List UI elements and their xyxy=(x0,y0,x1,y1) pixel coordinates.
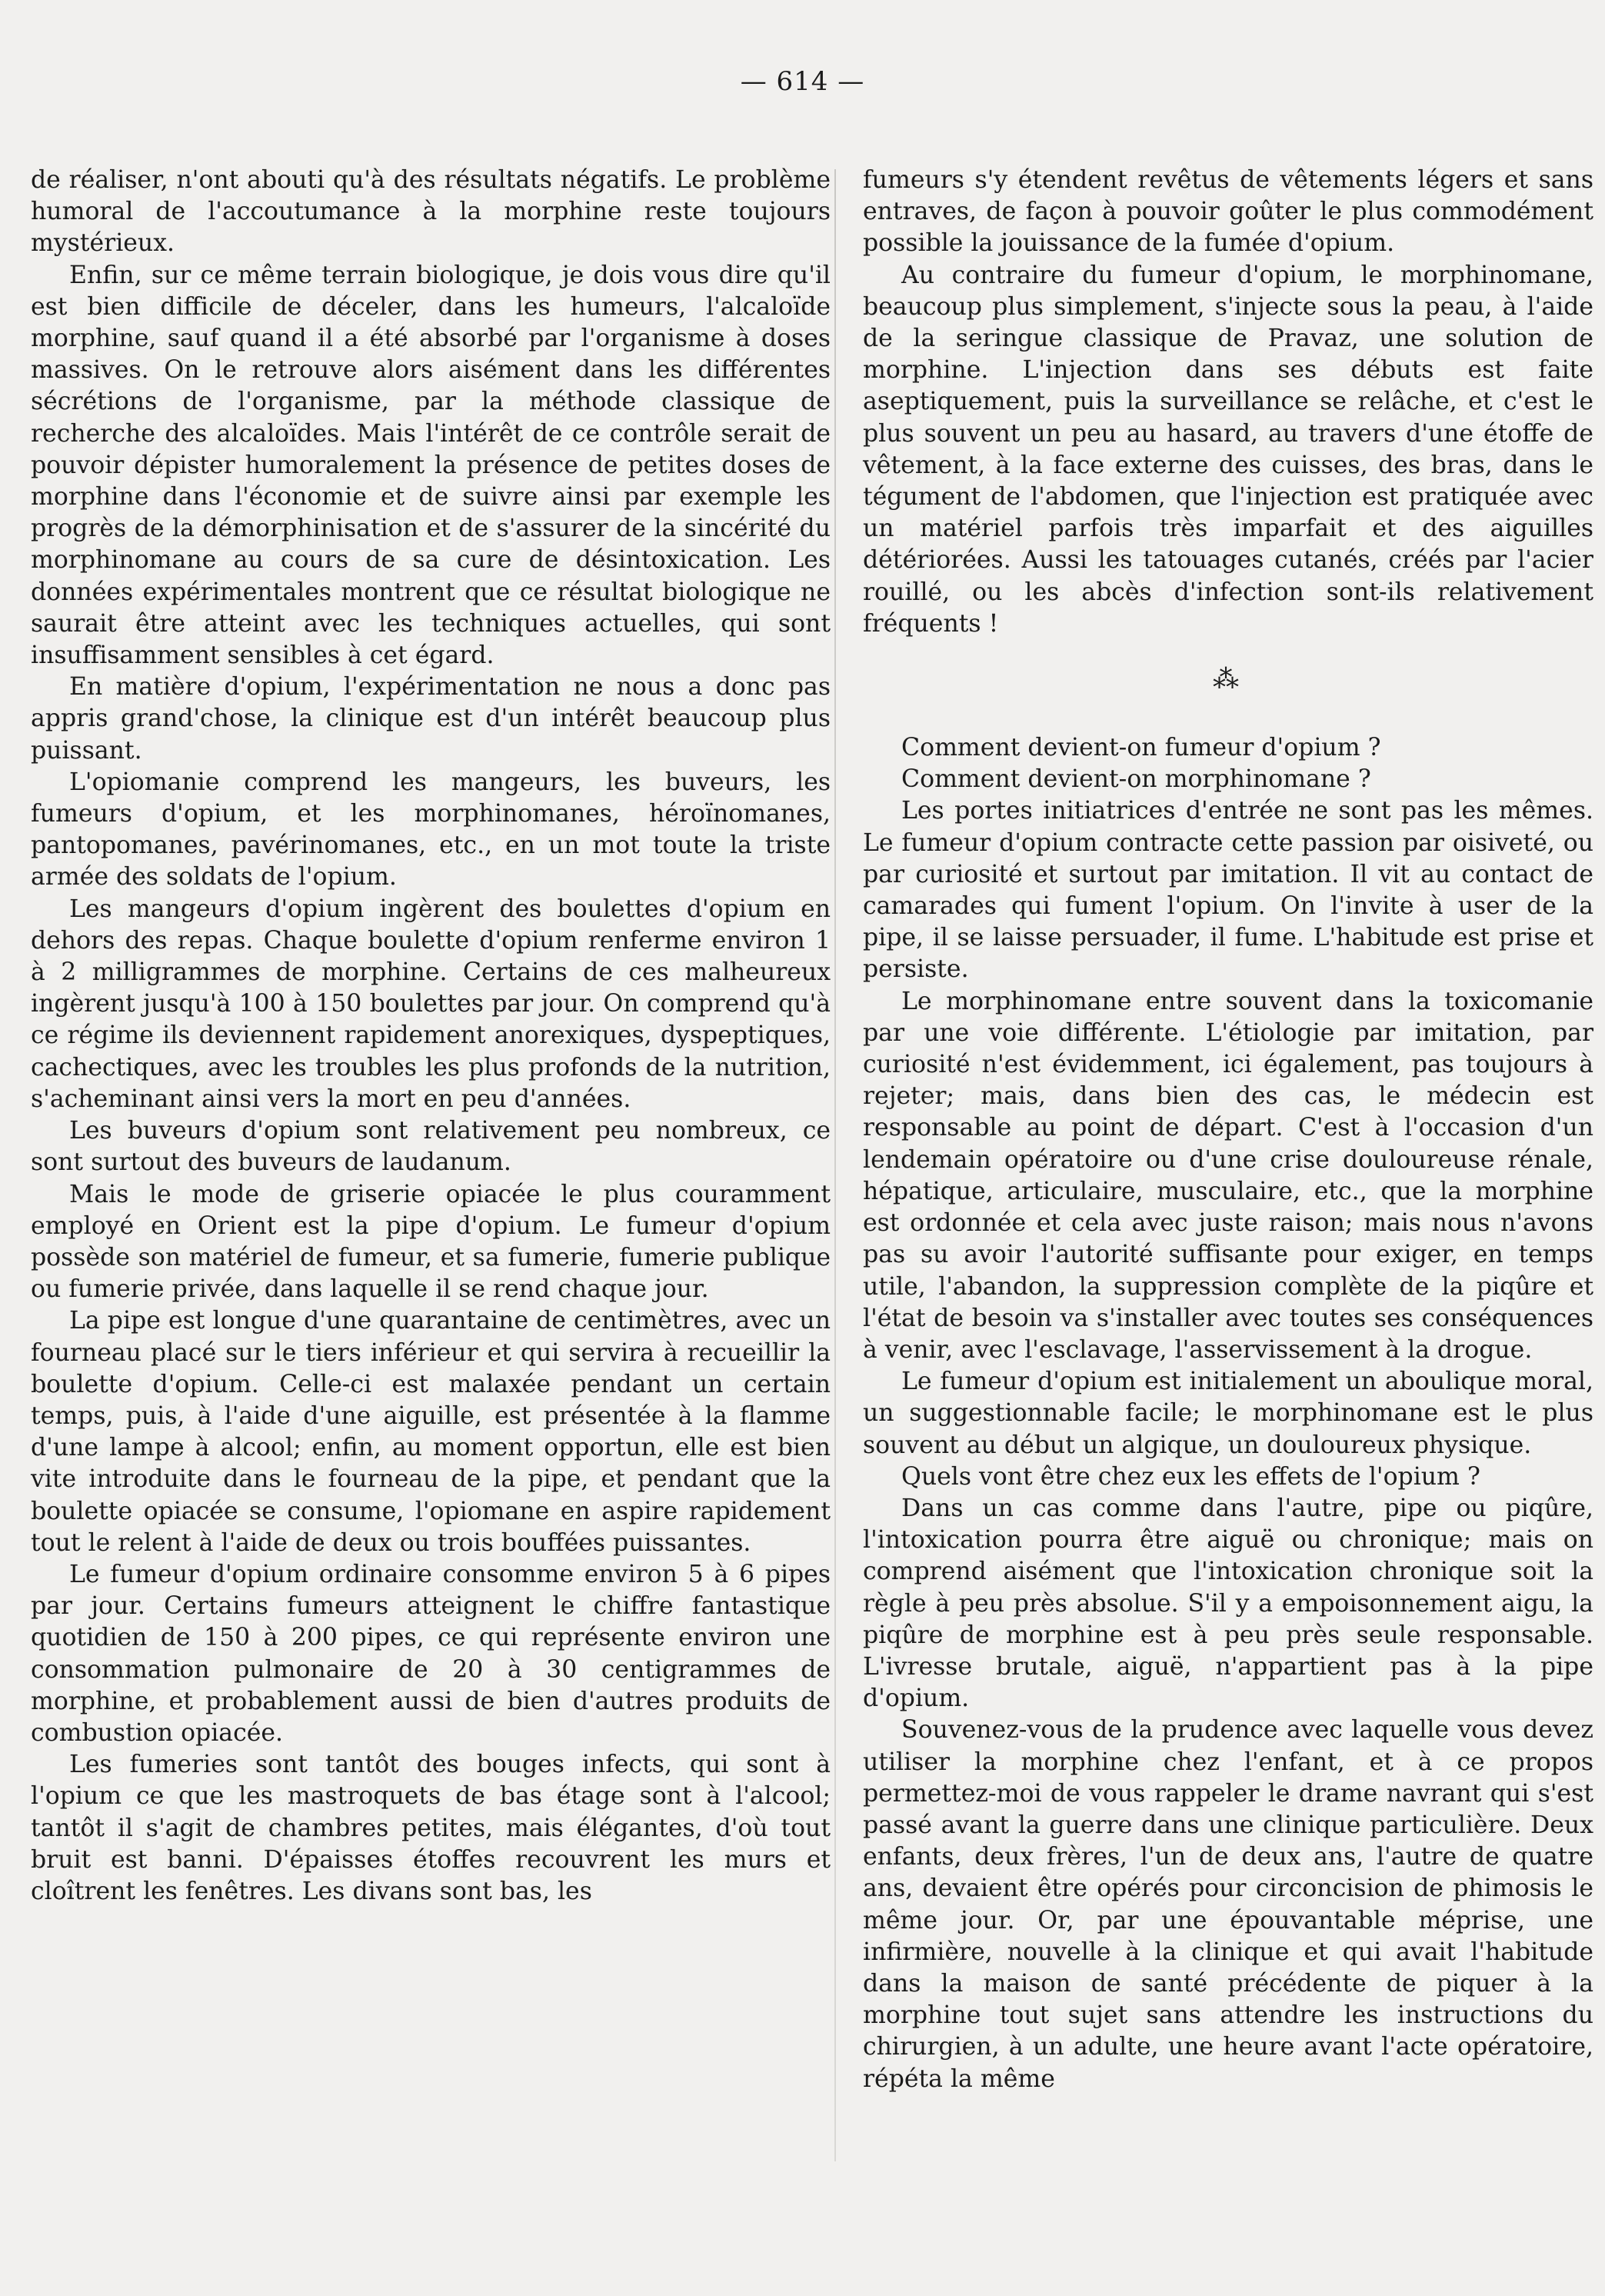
section-question: Comment devient-on morphinomane ? xyxy=(901,765,1371,794)
paragraph: En matière d'opium, l'expérimentation ne nous a donc pas appris grand'chose, la clinique est d'un intérêt beaucoup plus puissant. xyxy=(31,673,831,765)
paragraph: Enfin, sur ce même terrain biologique, je dois vous dire qu'il est bien difficile de déceler, dans les humeurs, l'alcaloïde morphine, sauf quand il a été absorbé par l'organisme à doses massives. On le retrouve alors aisément dans les différentes sécrétions de l'organisme, par la méthode classique de recherche des alcaloïdes. Mais l'intérêt de ce contrôle serait de pouvoir dépister humoralement la présence de petites doses de morphine dans l'économie et de suivre ainsi par exemple les progrès de la démorphinisation et de s'assurer de la sincérité du morphinomane au cours de sa cure de désintoxication. Les données expérimentales montrent que ce résultat biologique ne saurait être atteint avec les techniques actuelles, qui sont insuffisamment sensibles à cet égard. xyxy=(31,261,831,670)
paragraph: Les buveurs d'opium sont relativement peu nombreux, ce sont surtout des buveurs de laudanum. xyxy=(31,1117,831,1177)
paragraph: Dans un cas comme dans l'autre, pipe ou piqûre, l'intoxication pourra être aiguë ou chronique; mais on comprend aisément que l'intoxication chronique soit la règle à peu près absolue. S'il y a empoisonnement aigu, la piqûre de morphine est à peu près seule responsable. L'ivresse brutale, aiguë, n'appartient pas à la pipe d'opium. xyxy=(863,1494,1593,1713)
right-column xyxy=(863,165,1593,2095)
paragraph: Le fumeur d'opium ordinaire consomme environ 5 à 6 pipes par jour. Certains fumeurs atteignent le chiffre fantastique quotidien de 150 à 200 pipes, ce qui représente environ une consommation pulmonaire de 20 à 30 centigrammes de morphine, et probablement aussi de bien d'autres produits de combustion opiacée. xyxy=(31,1560,831,1747)
paragraph: Souvenez-vous de la prudence avec laquelle vous devez utiliser la morphine chez l'enfant, et à ce propos permettez-moi de vous rappeler le drame navrant qui s'est passé avant la guerre dans une clinique particulière. Deux enfants, deux frères, l'un de deux ans, l'autre de quatre ans, devaient être opérés pour circoncision de phimosis le même jour. Or, par une épouvantable méprise, une infirmière, nouvelle à la clinique et qui avait l'habitude dans la maison de santé précédente de piquer à la morphine tout sujet sans attendre les instructions du chirurgien, à un adulte, une heure avant l'acte opératoire, répéta la même xyxy=(863,1716,1593,2093)
page-number: — 614 — xyxy=(740,66,865,97)
paragraph: fumeurs s'y étendent revêtus de vêtements légers et sans entraves, de façon à pouvoir goûter le plus commodément possible la jouissance de la fumée d'opium. xyxy=(863,166,1593,258)
paragraph: L'opiomanie comprend les mangeurs, les buveurs, les fumeurs d'opium, et les morphinomanes, héroïnomanes, pantopomanes, pavérinomanes, etc., en un mot toute la triste armée des soldats de l'opium. xyxy=(31,768,831,891)
paragraph: Le fumeur d'opium est initialement un aboulique moral, un suggestionnable facile; le morphinomane est le plus souvent au début un algique, un douloureux physique. xyxy=(863,1368,1593,1459)
asterism-ornament: ⁂ xyxy=(1213,664,1244,695)
paragraph: Les portes initiatrices d'entrée ne sont pas les mêmes. Le fumeur d'opium contracte cette passion par oisiveté, ou par curiosité et surtout par imitation. Il vit au contact de camarades qui fument l'opium. On l'invite à user de la pipe, il se laisse persuader, il fume. L'habitude est prise et persiste. xyxy=(863,797,1593,984)
paragraph: Les mangeurs d'opium ingèrent des boulettes d'opium en dehors des repas. Chaque boulette d'opium renferme environ 1 à 2 milligrammes de morphine. Certains de ces malheureux ingèrent jusqu'à 100 à 150 boulettes par jour. On comprend qu'à ce régime ils deviennent rapidement anorexiques, dyspeptiques, cachectiques, avec les troubles les plus profonds de la nutrition, s'acheminant ainsi vers la mort en peu d'années. xyxy=(31,895,831,1113)
paragraph: La pipe est longue d'une quarantaine de centimètres, avec un fourneau placé sur le tiers inférieur et qui servira à recueillir la boulette d'opium. Celle-ci est malaxée pendant un certain temps, puis, à l'aide d'une aiguille, est présentée à la flamme d'une lampe à alcool; enfin, au moment opportun, elle est bien vite introduite dans le fourneau de la pipe, et pendant que la boulette opiacée se consume, l'opiomane en aspire rapidement tout le relent à l'aide de deux ou trois bouffées puissantes. xyxy=(31,1307,831,1557)
paragraph: de réaliser, n'ont abouti qu'à des résultats négatifs. Le problème humoral de l'accoutumance à la morphine reste toujours mystérieux. xyxy=(31,166,831,258)
paragraph: Les fumeries sont tantôt des bouges infects, qui sont à l'opium ce que les mastroquets de bas étage sont à l'alcool; tantôt il s'agit de chambres petites, mais élégantes, d'où tout bruit est banni. D'épaisses étoffes recouvrent les murs et cloîtrent les fenêtres. Les divans sont bas, les xyxy=(31,1751,831,1905)
left-column xyxy=(31,165,831,1908)
paragraph: Au contraire du fumeur d'opium, le morphinomane, beaucoup plus simplement, s'injecte sous la peau, à l'aide de la seringue classique de Pravaz, une solution de morphine. L'injection dans ses débuts est faite aseptiquement, puis la surveillance se relâche, et c'est le plus souvent un peu au hasard, au travers d'une étoffe de vêtement, à la face externe des cuisses, des bras, dans le tégument de l'abdomen, que l'injection est pratiquée avec un matériel parfois très imparfait et des aiguilles détériorées. Aussi les tatouages cutanés, créés par l'acier rouillé, ou les abcès d'infection sont-ils relativement fréquents ! xyxy=(863,261,1593,638)
section-separator xyxy=(863,640,1593,732)
section-question: Comment devient-on fumeur d'opium ? xyxy=(901,734,1381,762)
paragraph: Quels vont être chez eux les effets de l'opium ? xyxy=(901,1462,1480,1491)
paragraph: Le morphinomane entre souvent dans la toxicomanie par une voie différente. L'étiologie par imitation, par curiosité n'est évidemment, ici également, pas toujours à rejeter; mais, dans bien des cas, le médecin est responsable au point de départ. C'est à l'occasion d'un lendemain opératoire ou d'une crise douloureuse rénale, hépatique, articulaire, musculaire, etc., que la morphine est ordonnée et cela avec juste raison; mais nous n'avons pas su avoir l'autorité suffisante pour exiger, en temps utile, l'abandon, la suppression complète de la piqûre et l'état de besoin va s'installer avec toutes ses conséquences à venir, avec l'esclavage, l'asservissement à la drogue. xyxy=(863,987,1593,1364)
column-divider xyxy=(834,169,836,2161)
paragraph: Mais le mode de griserie opiacée le plus couramment employé en Orient est la pipe d'opium. Le fumeur d'opium possède son matériel de fumeur, et sa fumerie, fumerie publique ou fumerie privée, dans laquelle il se rend chaque jour. xyxy=(31,1180,831,1304)
